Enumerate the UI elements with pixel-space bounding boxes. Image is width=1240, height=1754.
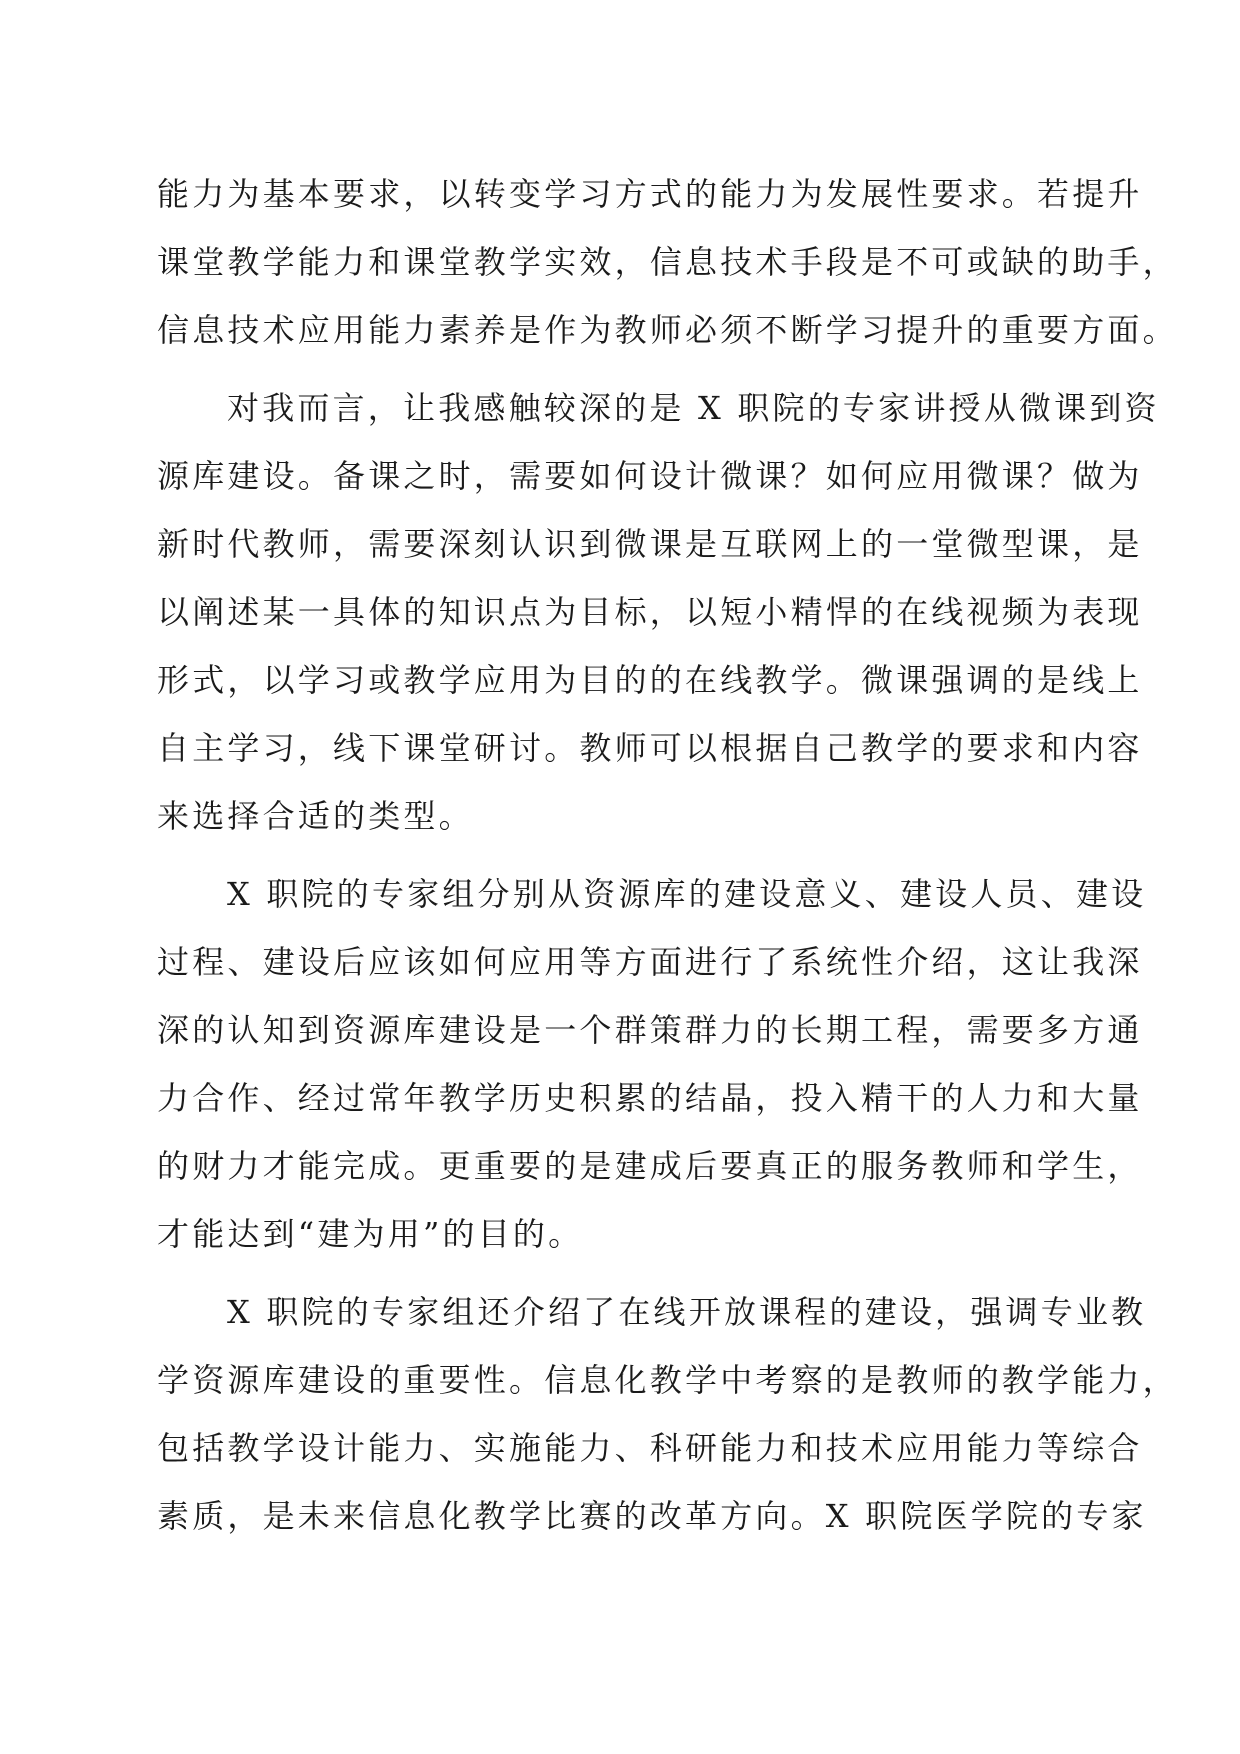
text-line: 深的认知到资源库建设是一个群策群力的长期工程，需要多方通	[157, 1011, 1143, 1049]
text-line: 的财力才能完成。更重要的是建成后要真正的服务教师和学生，	[157, 1147, 1143, 1185]
text-line: 信息技术应用能力素养是作为教师必须不断学习提升的重要方面。	[157, 311, 1178, 349]
document-body	[157, 160, 1178, 1550]
text-line: 学资源库建设的重要性。信息化教学中考察的是教师的教学能力，	[157, 1361, 1178, 1399]
paragraph-gap	[157, 364, 1082, 374]
text-line: 来选择合适的类型。	[157, 797, 474, 835]
text-line: 能力为基本要求，以转变学习方式的能力为发展性要求。若提升	[157, 175, 1143, 213]
paragraph	[157, 160, 1178, 364]
text-line: X 职院的专家组还介绍了在线开放课程的建设，强调专业教	[227, 1293, 1147, 1331]
text-line: 自主学习，线下课堂研讨。教师可以根据自己教学的要求和内容	[157, 729, 1143, 767]
text-line: 课堂教学能力和课堂教学实效，信息技术手段是不可或缺的助手，	[157, 243, 1178, 281]
paragraph-gap	[157, 1268, 1082, 1278]
text-line: 对我而言，让我感触较深的是 X 职院的专家讲授从微课到资	[227, 389, 1160, 427]
text-line: 包括教学设计能力、实施能力、科研能力和技术应用能力等综合	[157, 1429, 1143, 1467]
text-line: 素质，是未来信息化教学比赛的改革方向。X 职院医学院的专家	[157, 1497, 1147, 1535]
text-line: 形式，以学习或教学应用为目的的在线教学。微课强调的是线上	[157, 661, 1143, 699]
text-line: 过程、建设后应该如何应用等方面进行了系统性介绍，这让我深	[157, 943, 1143, 981]
text-line: 新时代教师，需要深刻认识到微课是互联网上的一堂微型课，是	[157, 525, 1143, 563]
text-line: 力合作、经过常年教学历史积累的结晶，投入精干的人力和大量	[157, 1079, 1143, 1117]
text-line: X 职院的专家组分别从资源库的建设意义、建设人员、建设	[227, 875, 1147, 913]
paragraph	[157, 374, 1160, 850]
paragraph	[157, 1278, 1178, 1550]
text-line: 才能达到“建为用”的目的。	[157, 1215, 584, 1253]
paragraph-gap	[157, 850, 1082, 860]
text-line: 以阐述某一具体的知识点为目标，以短小精悍的在线视频为表现	[157, 593, 1143, 631]
text-line: 源库建设。备课之时，需要如何设计微课？如何应用微课？做为	[157, 457, 1143, 495]
paragraph	[157, 860, 1147, 1268]
